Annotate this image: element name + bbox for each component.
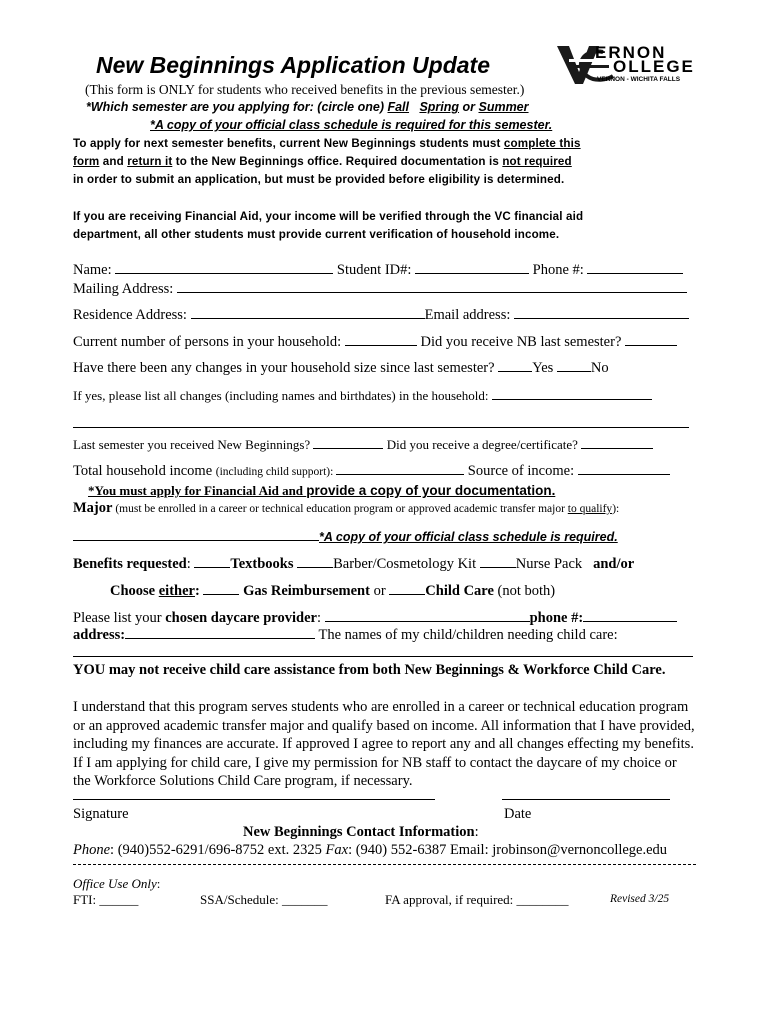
changes-yes-label: Yes [532, 360, 557, 376]
page-title: New Beginnings Application Update [96, 52, 490, 78]
intro-text: To apply for next semester benefits, current New Beginnings students must [73, 137, 504, 150]
name-row [73, 261, 683, 279]
residence-label: Residence Address: [73, 307, 191, 323]
choose-colon: : [194, 583, 200, 599]
contact-phone-label: Phone [73, 842, 111, 858]
mailing-label: Mailing Address: [73, 281, 177, 297]
semester-fall[interactable]: Fall [387, 100, 410, 114]
date-line[interactable] [502, 799, 670, 800]
nurse-pack-field[interactable] [480, 555, 516, 568]
contact-heading-text: New Beginnings Contact Information [243, 824, 475, 840]
phone-field[interactable] [587, 261, 683, 274]
residence-row [73, 306, 689, 324]
provider-colon: : [316, 610, 325, 626]
intro-text: to the New Beginnings office. Required documentation is [172, 155, 503, 168]
intro-line-3: in order to submit an application, but must be provided before eligibility is determined. [73, 173, 565, 186]
changes-no-label: No [590, 360, 609, 376]
phone-label: Phone #: [529, 262, 588, 278]
household-row [73, 333, 677, 351]
provider-label-bold: chosen daycare provider [165, 610, 317, 626]
agreement-text: I understand that this program serves students who are enrolled in a career or technical education program or an approved academic transfer major and qualify based on income. All information that I have provided, including my finances are accurate. If approved I agree to report any and all changes effecting my benefits. If I am applying for child care, I give my permission for NB staff to contact the daycare of my choice or the Workforce Solutions Child Care program, if necessary. [73, 699, 695, 789]
office-use-text: Office Use Only [73, 876, 157, 891]
fa-note-provide: provide a copy of your documentation. [306, 483, 556, 498]
email-label: Email address: [424, 307, 514, 323]
office-use-colon: : [156, 876, 161, 891]
fa-line-1: If you are receiving Financial Aid, your income will be verified through the VC financial aid [73, 210, 584, 223]
student-id-label: Student ID#: [333, 262, 416, 278]
intro-text: and [99, 155, 128, 168]
source-income-field[interactable] [578, 462, 670, 475]
either-label: either [158, 583, 195, 599]
child-care-field[interactable] [389, 582, 425, 595]
semester-spring[interactable]: Spring [419, 100, 460, 114]
provider-address-field[interactable] [125, 626, 315, 639]
office-divider [73, 864, 696, 865]
degree-label: Did you receive a degree/certificate? [383, 437, 582, 452]
major-row [73, 500, 619, 517]
source-income-label: Source of income: [464, 463, 578, 479]
revised-date: Revised 3/25 [610, 893, 670, 905]
textbooks-label: Textbooks [230, 556, 298, 572]
nb-last-label: Did you receive NB last semester? [416, 334, 626, 350]
provider-address-label: address: [73, 627, 126, 643]
provider-label: Please list your [73, 610, 166, 626]
fa-approval-field[interactable]: FA approval, if required: ________ [385, 892, 569, 907]
changes-label: Have there been any changes in your household size since last semester? [73, 360, 499, 376]
barber-kit-field[interactable] [297, 555, 333, 568]
name-label: Name: [73, 262, 116, 278]
gas-label: Gas Reimbursement [239, 583, 370, 599]
subtitle: (This form is ONLY for students who received benefits in the previous semester.) [85, 82, 525, 97]
last-semester-row [73, 436, 653, 453]
benefits-label: Benefits requested [73, 556, 187, 572]
intro-underlined: return it [127, 155, 173, 168]
contact-heading-colon: : [474, 824, 479, 840]
schedule-required-note: *A copy of your official class schedule is required for this semester. [150, 118, 553, 132]
total-income-label: Total household income [73, 463, 216, 479]
changes-yes-field[interactable] [498, 359, 532, 372]
degree-field[interactable] [581, 436, 653, 449]
last-semester-field[interactable] [313, 436, 383, 449]
fti-field[interactable]: FTI: ______ [73, 892, 139, 907]
fa-note [88, 482, 555, 500]
barber-kit-label: Barber/Cosmetology Kit [333, 556, 480, 572]
nurse-pack-label: Nurse Pack [515, 556, 583, 572]
semester-prefix: *Which semester are you applying for: (circle one) [86, 100, 388, 114]
intro-underlined: complete this [503, 137, 581, 150]
contact-fax-value: : (940) 552-6387 Email: jrobinson@vernoncollege.edu [348, 842, 668, 858]
provider-phone-field[interactable] [583, 609, 677, 622]
or-label: or [369, 583, 390, 599]
semester-or: or [459, 100, 479, 114]
changes-no-field[interactable] [557, 359, 591, 372]
choose-row [110, 582, 555, 600]
provider-field[interactable] [325, 609, 530, 622]
list-changes-label: If yes, please list all changes (including names and birthdates) in the household: [73, 388, 492, 403]
provider-phone-label: phone #: [529, 610, 584, 626]
household-label: Current number of persons in your household: [73, 334, 345, 350]
logo-text-sub: VERNON - WICHITA FALLS [597, 76, 681, 83]
ssa-schedule-field[interactable]: SSA/Schedule: _______ [200, 892, 328, 907]
nb-last-field[interactable] [625, 333, 677, 346]
mailing-row [73, 280, 687, 298]
major-note-end: ): [612, 503, 620, 515]
benefits-colon: : [186, 556, 195, 572]
contact-phone-value: : (940)552-6291/696-8752 ext. 2325 [110, 842, 326, 858]
major-schedule-note: *A copy of your official class schedule is required. [319, 530, 618, 544]
major-schedule-row [73, 528, 618, 546]
list-changes-row [73, 387, 652, 404]
major-field[interactable] [73, 528, 319, 541]
list-changes-field[interactable] [492, 387, 652, 400]
name-field[interactable] [115, 261, 333, 274]
signature-label: Signature [73, 806, 129, 822]
contact-line [73, 842, 667, 859]
logo-text-top: ERNON [595, 43, 667, 62]
fa-line-2: department, all other students must provide current verification of household income. [73, 228, 560, 241]
major-note-qualify: to qualify [567, 503, 613, 515]
total-income-field[interactable] [336, 462, 464, 475]
vernon-college-logo [555, 42, 703, 88]
income-row [73, 462, 670, 480]
major-label: Major [73, 500, 113, 516]
logo-text-mid: OLLEGE [613, 57, 695, 76]
intro-line-1 [73, 135, 581, 153]
contact-heading [243, 824, 479, 841]
fa-note-text: *You must apply for Financial Aid and [88, 483, 307, 498]
changes-row [73, 359, 609, 377]
contact-fax-label: Fax [325, 842, 349, 858]
gas-field[interactable] [203, 582, 239, 595]
address-row [73, 626, 618, 644]
mailing-address-field[interactable] [177, 280, 687, 293]
total-income-note: (including child support): [215, 466, 337, 478]
intro-underlined: not required [502, 155, 572, 168]
choose-label: Choose [110, 583, 159, 599]
last-semester-label: Last semester you received New Beginnings? [73, 437, 314, 452]
household-count-field[interactable] [345, 333, 417, 346]
benefits-row [73, 555, 634, 573]
intro-underlined: form [73, 155, 100, 168]
student-id-field[interactable] [415, 261, 529, 274]
semester-question [86, 100, 529, 114]
provider-row [73, 609, 677, 627]
major-note: (must be enrolled in a career or technical education program or approved academic transfer major [112, 503, 568, 515]
semester-summer[interactable]: Summer [478, 100, 529, 114]
not-both-label: (not both) [493, 583, 556, 599]
email-field[interactable] [514, 306, 689, 319]
and-or-label: and/or [593, 556, 635, 572]
date-label: Date [504, 806, 532, 822]
child-care-label: Child Care [425, 583, 494, 599]
office-use-label [73, 876, 160, 892]
children-label: The names of my child/children needing child care: [315, 627, 618, 643]
signature-line[interactable] [73, 799, 435, 800]
list-changes-line[interactable] [73, 427, 689, 428]
child-care-warning: YOU may not receive child care assistance from both New Beginnings & Workforce Child Care. [73, 662, 666, 678]
textbooks-field[interactable] [194, 555, 230, 568]
intro-line-2 [73, 153, 572, 171]
children-names-line[interactable] [73, 656, 693, 657]
residence-address-field[interactable] [191, 306, 425, 319]
